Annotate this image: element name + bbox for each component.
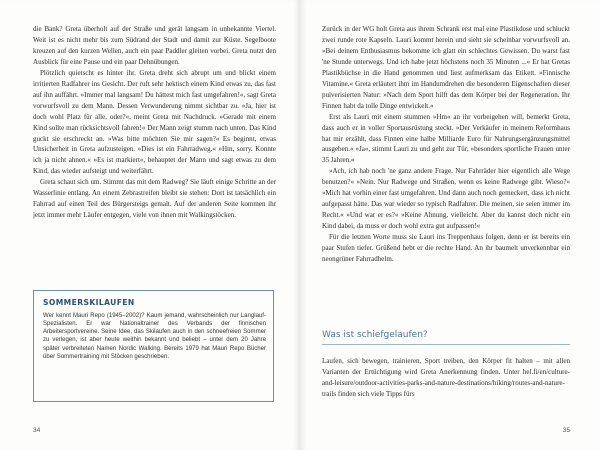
paragraph: »Ach, ich hab noch 'ne ganz andere Frage. Nur Fahrräder hier eigentlich alle Wege benutzen?« »Nein. Nur Radwege und Straßen, wenn es keine Radwege gibt. Wieso?« »Mich hat vorhin einer fast umgefahren. Und dann auch noch gemeckert, dass ich nicht aufgepasst hätte. Das war wieder so typisch Radfahrer. Die meinen, sie seien immer im Recht.« »Und war er es?« »Keine Ahnung, vielleicht. Aber du kannst doch nicht ein Kind dabei, da muss er doch wohl extra gut aufpassen!« — [322, 167, 570, 231]
page-number: 35 — [562, 427, 570, 434]
section-body-text — [322, 356, 570, 400]
info-box-title: SOMMERSKILAUFEN — [43, 298, 135, 307]
info-box — [33, 290, 274, 402]
paragraph: die Bank? Greta überholt auf der Straße und gerät langsam in unbekannte Viertel. Weit ist es nicht mehr bis zum Südrand der Stadt und damit zur Küste. Segelboote kreuzen auf den kurzen Wellen, auch ein paar Paddler gleiten vorbei. Greta nutzt den Ausblick für eine Pause und ein paar Dehnübungen. — [33, 25, 276, 66]
paragraph: Für die letzten Worte muss sie Lauri ins Treppenhaus folgen, denn er ist bereits ein paar Stufen tiefer. Grüßend hebt er die rechte Hand. An ihr baumelt unverkennbar ein neongrüner Fahrradhelm. — [322, 233, 570, 264]
page-number: 34 — [33, 427, 41, 434]
heading-divider — [322, 344, 570, 345]
paragraph: Erst als Lauri mit einem stummen »Hm« an ihr vorbeigehen will, bemerkt Greta, dass auch er in voller Sportausrüstung steckt. »Der Verkäufer in meinem Reformhaus hat mir erzählt, dass Finnen eine halbe Milliarde Euro für Nahrungsergänzungsmittel ausgeben.« »Ja«, stimmt Lauri zu und geht zur Tür, »besonders sportliche Frauen unter 35 Jahren.« — [322, 112, 570, 165]
left-body-text — [33, 24, 276, 221]
right-body-text — [322, 24, 570, 265]
paragraph: Laufen, sich bewegen, trainieren, Sport treiben, den Körper fit halten – mit allen Varianten der Ertüchtigung wird Greta Anerkennung finden. Unter hel.fi/en/culture-and-leisure/outdoor-activities-parks-and-nature-destinations/hiking/routes-and-nature-trails finden sich viele Tipps fürs — [322, 357, 570, 398]
paragraph: Plötzlich quietscht es hinter ihr. Greta dreht sich abrupt um und blickt einem irritierten Radfahrer ins Gesicht. Der ruft sehr hektisch einem Kind etwas zu, das fast auf ihn auffährt. »Immer mal langsam! Du hättest mich fast umgefahren!«, sagt Greta vorwurfsvoll zu dem Mann. Dessen Verwunderung nimmt sichtbar zu. »Ja, hier ist doch wohl Platz für alle, oder?«, meint Greta mit Nachdruck. »Gerade mit einem Kind sollte man rücksichtsvoll fahren!« Der Mann zeigt stumm nach unten. Das Kind guckt sie erschreckt an. »Was bitte möchten Sie mir sagen?« Es beginnt, etwas Unsicherheit in Greta aufzusteigen. »Dies ist ein Fahrradweg.« »Hm, sorry. Konnte ich ja nicht ahnen.« »Es ist markiert«, behauptet der Mann und sagt etwas zu dem Kind, das wieder aufsteigt und weiterfährt. — [33, 68, 276, 176]
paragraph: Zurück in der WG holt Greta aus ihrem Schrank erst mal eine Plastikdose und schluckt zwei runde rote Kapseln. Lauri kommt herein und sieht sie scheinbar vorwurfsvoll an. »Bei deinem Enthusiasmus bekomme ich glatt ein schlechtes Gewissen. Du warst fast 'ne Stunde unterwegs. Und ich habe jetzt höchstens noch 35 Minuten ...« Er hat Gretas Plastikbüchse in die Hand genommen und liest aufmerksam das Etikett. »Finnische Vitamine.« Greta erläutert ihm im Handumdrehen die besonderen Eigenschaften dieser pulverisierten Natur: »Nach dem Sport hilft das dem Körper bei der Regeneration. Ihr Finnen habt da tolle Dinge entwickelt.« — [322, 25, 570, 110]
paragraph: Greta schaut sich um. Stimmt das mit dem Radweg? Sie läuft einige Schritte an der Wasserlinie entlang. An einem Zebrastreifen bleibt sie stehen: Dort ist tatsächlich ein Fahrrad auf einen Teil des Bürgersteigs gemalt. Auf der anderen Seite kommen ihr jetzt immer mehr Läufer entgegen, viele von ihnen mit Walkingstöcken. — [33, 178, 276, 220]
section-heading: Was ist schiefgelaufen? — [322, 330, 428, 340]
right-page — [300, 0, 600, 450]
info-box-body: Wer kennt Mauri Repo (1945–2002)? Kaum jemand, wahrscheinlich nur Langlauf-Spezialisten. Er war Nationaltrainer des Verbands der finnischen Arbeitersportvereine. Seine Idee, das Skilaufen auch in den schneefreien Sommer zu verlegen, ist aber heute weithin bekannt und beliebt – unter dem 20 Jahre später verbreiteten Namen Nordic Walking. Bereits 1979 hat Mauri Repo Bücher über Sommertraining mit Stöcken geschrieben. — [43, 313, 266, 360]
